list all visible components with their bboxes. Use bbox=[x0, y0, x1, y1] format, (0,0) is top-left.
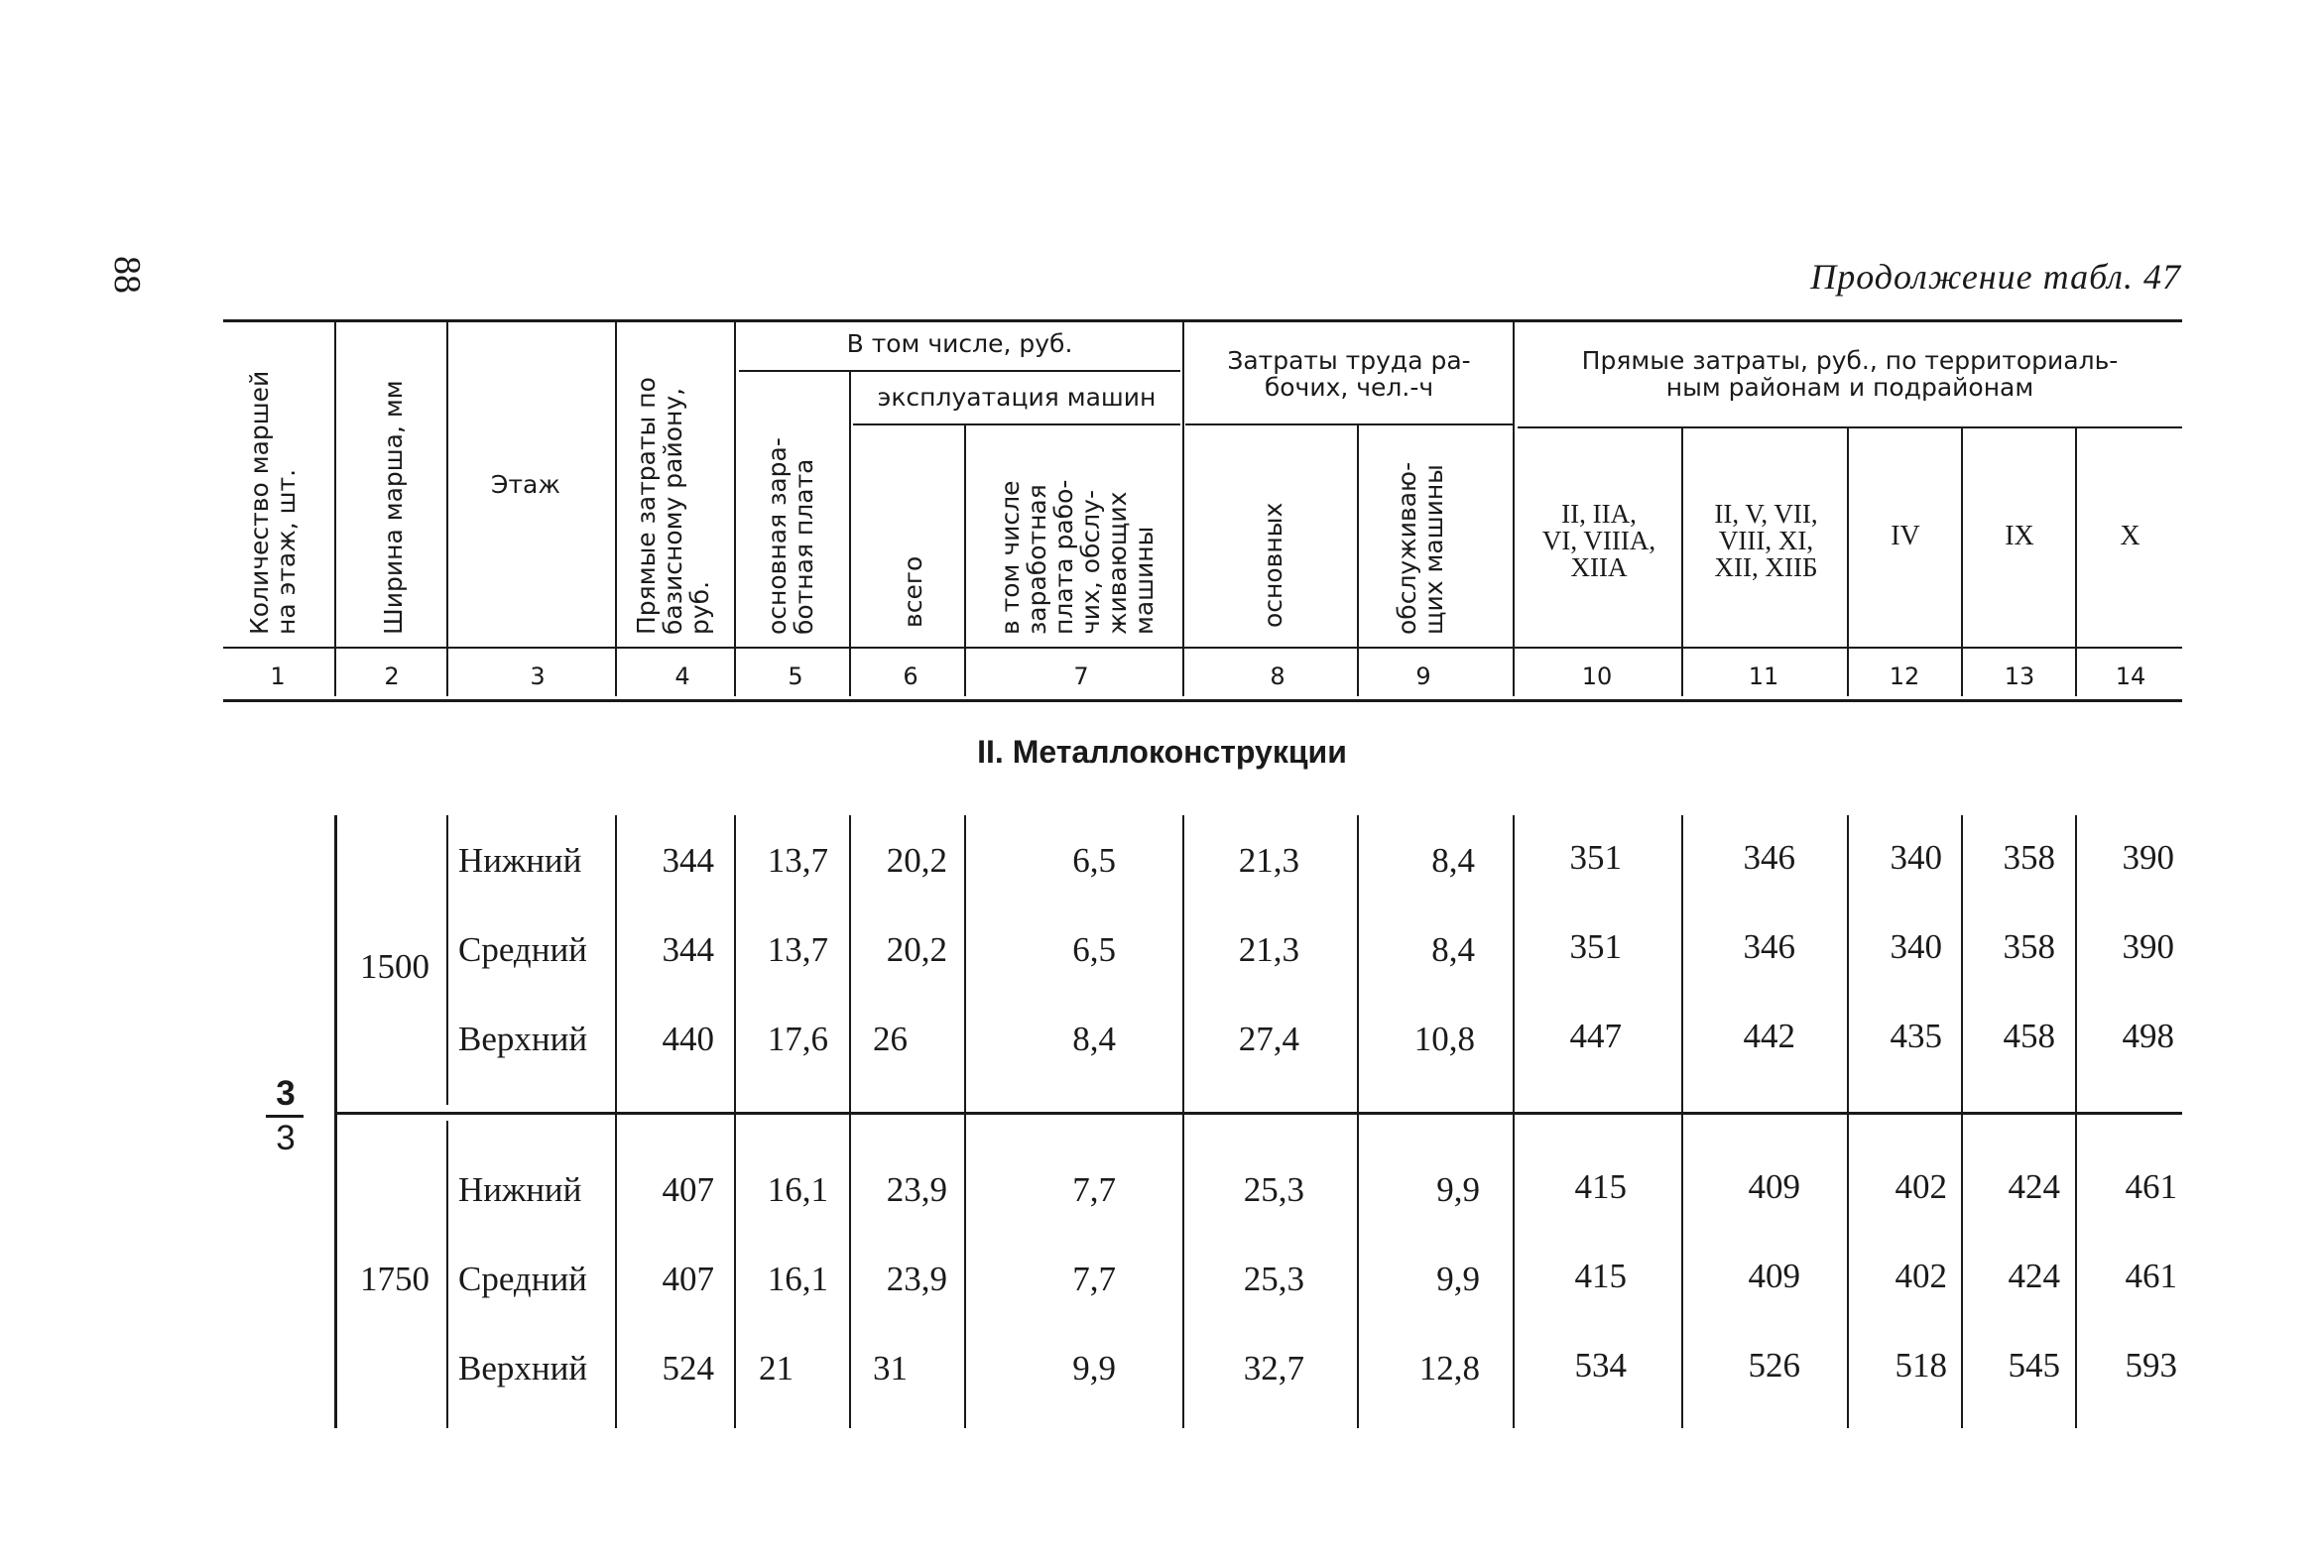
cell-col12: 518 bbox=[1895, 1346, 1947, 1385]
cell-col13: 545 bbox=[2008, 1346, 2060, 1385]
cell-col6: 26 bbox=[873, 1020, 908, 1058]
group-machines-rule bbox=[853, 423, 1180, 425]
header-machines-total: всего bbox=[899, 555, 927, 628]
cell-col14: 593 bbox=[2125, 1346, 2177, 1385]
column-number: 5 bbox=[788, 663, 803, 690]
cell-col14: 461 bbox=[2125, 1257, 2177, 1295]
header-region-iv: IV bbox=[1891, 521, 1920, 551]
cell-col7: 7,7 bbox=[1072, 1260, 1116, 1298]
header-base-wage: основная зара- ботная плата bbox=[763, 437, 818, 635]
column-number: 6 bbox=[903, 663, 918, 690]
header-sep bbox=[446, 319, 448, 696]
cell-col6: 20,2 bbox=[886, 841, 947, 880]
header-sep bbox=[849, 372, 851, 696]
column-number: 4 bbox=[674, 663, 690, 690]
cell-col4: 407 bbox=[662, 1260, 714, 1298]
cell-col11: 409 bbox=[1748, 1167, 1800, 1206]
cell-col12: 402 bbox=[1895, 1167, 1947, 1206]
cell-col9: 9,9 bbox=[1436, 1170, 1480, 1209]
floor-label: Средний bbox=[458, 930, 587, 969]
cell-col14: 390 bbox=[2122, 838, 2174, 877]
header-group-machines: эксплуатация машин bbox=[877, 383, 1157, 412]
cell-col6: 23,9 bbox=[886, 1170, 947, 1209]
cell-col12: 340 bbox=[1890, 927, 1942, 966]
cell-col8: 32,7 bbox=[1243, 1349, 1304, 1387]
floor-label: Верхний bbox=[458, 1349, 588, 1387]
header-sep bbox=[1961, 428, 1963, 696]
column-number: 8 bbox=[1270, 663, 1285, 690]
body-sep bbox=[1681, 815, 1683, 1428]
column-number: 2 bbox=[384, 663, 400, 690]
header-labor-main: основных bbox=[1259, 502, 1287, 628]
cell-col8: 25,3 bbox=[1243, 1170, 1304, 1209]
column-number: 11 bbox=[1748, 663, 1779, 690]
floor-label: Средний bbox=[458, 1260, 587, 1298]
continuation-label: Продолжение табл. 47 bbox=[1810, 257, 2181, 297]
cell-col9: 12,8 bbox=[1418, 1349, 1480, 1387]
cell-col8: 25,3 bbox=[1243, 1260, 1304, 1298]
column-number: 13 bbox=[2004, 663, 2035, 690]
cell-col4: 440 bbox=[662, 1020, 714, 1058]
column-number: 14 bbox=[2115, 663, 2146, 690]
cell-col11: 526 bbox=[1748, 1346, 1800, 1385]
cell-col12: 340 bbox=[1890, 838, 1942, 877]
cell-col11: 409 bbox=[1748, 1257, 1800, 1295]
header-bottom-rule bbox=[223, 647, 2182, 649]
cell-col14: 390 bbox=[2122, 927, 2174, 966]
cell-col10: 415 bbox=[1574, 1257, 1627, 1295]
header-sep bbox=[964, 424, 966, 696]
header-machines-wage: в том числе заработная плата рабо- чих, обслу- живающих машины bbox=[996, 479, 1159, 635]
cell-col10: 447 bbox=[1569, 1017, 1622, 1055]
header-direct-costs-base: Прямые затраты по базисному району, руб. bbox=[632, 377, 714, 635]
cell-col10: 351 bbox=[1569, 838, 1622, 877]
cell-col6: 20,2 bbox=[886, 930, 947, 969]
column-number: 9 bbox=[1415, 663, 1431, 690]
cell-col4: 407 bbox=[662, 1170, 714, 1209]
cell-col8: 21,3 bbox=[1238, 841, 1299, 880]
column-number: 10 bbox=[1581, 663, 1613, 690]
cell-col7: 6,5 bbox=[1072, 841, 1116, 880]
cell-col13: 424 bbox=[2008, 1167, 2060, 1206]
body-sep bbox=[1961, 815, 1963, 1428]
cell-col7: 6,5 bbox=[1072, 930, 1116, 969]
header-flights-count: Количество маршей на этаж, шт. bbox=[245, 370, 301, 635]
cell-col9: 10,8 bbox=[1413, 1020, 1475, 1058]
cell-col10: 415 bbox=[1574, 1167, 1627, 1206]
body-sep bbox=[1513, 815, 1515, 1428]
cell-col8: 21,3 bbox=[1238, 930, 1299, 969]
cell-col6: 31 bbox=[873, 1349, 908, 1387]
fraction-bar bbox=[266, 1115, 304, 1118]
cell-col5: 13,7 bbox=[767, 841, 828, 880]
cell-col4: 344 bbox=[662, 841, 714, 880]
cell-col9: 8,4 bbox=[1431, 930, 1475, 969]
cell-col11: 346 bbox=[1743, 838, 1795, 877]
fraction-denominator: 3 bbox=[276, 1119, 296, 1157]
body-sep bbox=[615, 815, 617, 1428]
body-sep bbox=[2075, 815, 2077, 1428]
header-regions-b: II, V, VII, VIII, XI, XII, XIIБ bbox=[1714, 499, 1818, 582]
cell-col13: 458 bbox=[2003, 1017, 2055, 1055]
cell-col7: 9,9 bbox=[1072, 1349, 1116, 1387]
cell-col12: 402 bbox=[1895, 1257, 1947, 1295]
cell-col13: 358 bbox=[2003, 838, 2055, 877]
group-divider bbox=[337, 1112, 2182, 1115]
column-number: 3 bbox=[530, 663, 546, 690]
page-number: 88 bbox=[106, 256, 148, 294]
cell-col7: 7,7 bbox=[1072, 1170, 1116, 1209]
header-regions-a: II, IIA, VI, VIIIA, XIIA bbox=[1541, 499, 1656, 582]
header-sep bbox=[334, 319, 336, 696]
column-number: 1 bbox=[270, 663, 286, 690]
body-sep bbox=[849, 815, 851, 1428]
floor-label: Нижний bbox=[458, 1170, 582, 1209]
cell-col5: 16,1 bbox=[767, 1260, 828, 1298]
column-number: 7 bbox=[1073, 663, 1089, 690]
header-labor-service: обслуживаю- щих машины bbox=[1393, 461, 1448, 635]
header-sep bbox=[1513, 319, 1515, 696]
section-title: II. Металлоконструкции bbox=[977, 734, 1347, 770]
cell-col9: 8,4 bbox=[1431, 841, 1475, 880]
header-group-including: В том числе, руб. bbox=[846, 329, 1073, 358]
cell-col13: 424 bbox=[2008, 1257, 2060, 1295]
floor-label: Верхний bbox=[458, 1020, 588, 1058]
body-sep bbox=[734, 815, 736, 1428]
cell-col5: 17,6 bbox=[767, 1020, 828, 1058]
cell-col4: 524 bbox=[662, 1349, 714, 1387]
body-sep bbox=[334, 815, 337, 1428]
header-sep bbox=[734, 319, 736, 696]
cell-col13: 358 bbox=[2003, 927, 2055, 966]
body-sep bbox=[1182, 815, 1184, 1428]
body-sep bbox=[446, 1121, 448, 1428]
header-group-labor: Затраты труда ра- бочих, чел.-ч bbox=[1227, 346, 1471, 402]
body-sep bbox=[446, 815, 448, 1105]
cell-col11: 442 bbox=[1743, 1017, 1795, 1055]
flight-width: 1750 bbox=[360, 1260, 429, 1298]
cell-col11: 346 bbox=[1743, 927, 1795, 966]
cell-col12: 435 bbox=[1890, 1017, 1942, 1055]
cell-col6: 23,9 bbox=[886, 1260, 947, 1298]
column-numbers-rule bbox=[223, 699, 2182, 702]
body-sep bbox=[1847, 815, 1849, 1428]
floor-label: Нижний bbox=[458, 841, 582, 880]
header-sep bbox=[1182, 319, 1184, 696]
header-region-ix: IX bbox=[2005, 521, 2034, 551]
body-sep bbox=[1357, 815, 1359, 1428]
group-labor-rule bbox=[1185, 423, 1513, 425]
header-sep bbox=[2075, 428, 2077, 696]
cell-col10: 534 bbox=[1574, 1346, 1627, 1385]
column-number: 12 bbox=[1889, 663, 1920, 690]
group-including-rule bbox=[739, 370, 1180, 372]
cell-col14: 498 bbox=[2122, 1017, 2174, 1055]
cell-col5: 13,7 bbox=[767, 930, 828, 969]
header-flight-width: Ширина марша, мм bbox=[379, 380, 408, 635]
group-regions-rule bbox=[1518, 426, 2182, 428]
fraction-numerator: 3 bbox=[276, 1074, 296, 1113]
header-top-rule bbox=[223, 319, 2182, 322]
cell-col10: 351 bbox=[1569, 927, 1622, 966]
cell-col14: 461 bbox=[2125, 1167, 2177, 1206]
cell-col4: 344 bbox=[662, 930, 714, 969]
header-group-regions: Прямые затраты, руб., по территориаль- ным районам и подрайонам bbox=[1581, 346, 2119, 402]
cell-col5: 16,1 bbox=[767, 1170, 828, 1209]
cell-col9: 9,9 bbox=[1436, 1260, 1480, 1298]
header-sep bbox=[615, 319, 617, 696]
header-region-x: X bbox=[2120, 521, 2141, 551]
cell-col7: 8,4 bbox=[1072, 1020, 1116, 1058]
flight-width: 1500 bbox=[360, 947, 429, 986]
cell-col8: 27,4 bbox=[1238, 1020, 1299, 1058]
header-floor: Этаж bbox=[491, 470, 560, 499]
header-sep bbox=[1357, 424, 1359, 696]
body-sep bbox=[964, 815, 966, 1428]
cell-col5: 21 bbox=[759, 1349, 794, 1387]
